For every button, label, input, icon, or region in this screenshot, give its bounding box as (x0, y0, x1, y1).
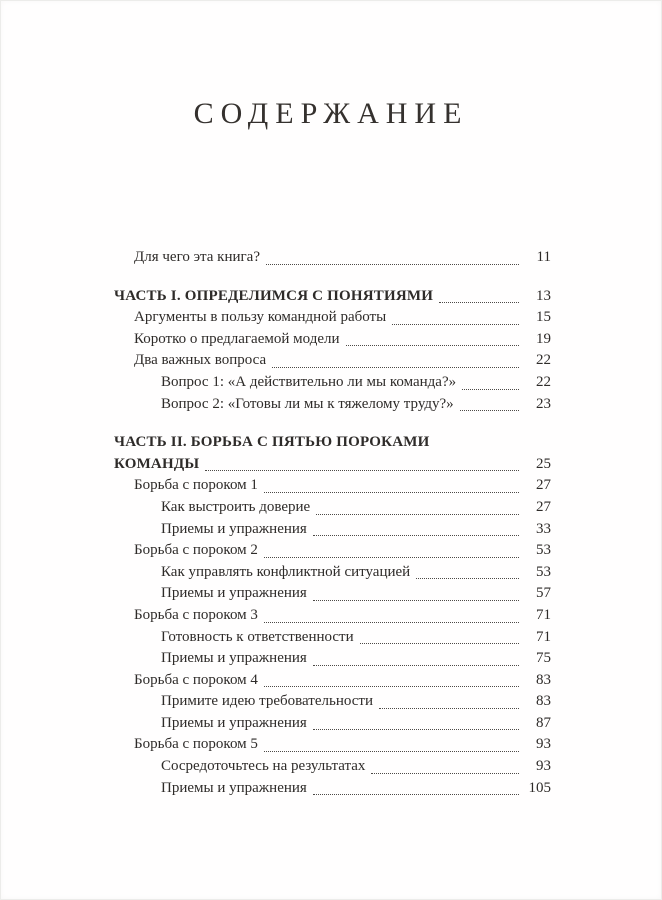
toc-entry-label: ЧАСТЬ I. ОПРЕДЕЛИМСЯ С ПОНЯТИЯМИ (114, 287, 434, 304)
toc-entry-label: Готовность к ответственности (161, 628, 354, 645)
toc-entry (114, 394, 551, 416)
toc-page-number: 22 (536, 373, 551, 390)
toc-entry (114, 691, 551, 713)
toc-entry-label: Как управлять конфликтной ситуацией (161, 563, 411, 580)
toc-page-number: 25 (536, 455, 551, 472)
toc-leader-dots (258, 670, 523, 692)
toc-entry-label: Для чего эта книга? (134, 249, 260, 265)
toc-entry-label: Коротко о предлагаемой модели (134, 330, 340, 347)
toc-entry-label: Приемы и упражнения (161, 650, 307, 667)
toc-entry (114, 670, 551, 692)
toc-leader-dots (307, 648, 523, 670)
toc-entry-label: Приемы и упражнения (161, 520, 307, 537)
toc-leader-dots (258, 605, 523, 627)
toc-entry (114, 497, 551, 519)
toc-leader-dots (456, 372, 523, 394)
toc-page-number: 93 (536, 758, 551, 775)
toc-leader-dots (386, 307, 523, 329)
toc-entry-label: Борьба с пороком 5 (134, 736, 258, 753)
toc-page-number: 57 (536, 585, 551, 602)
toc-entry-label: Вопрос 2: «Готовы ли мы к тяжелому труду?» (161, 395, 454, 412)
toc-entry (114, 329, 551, 351)
toc-entry (114, 734, 551, 756)
toc-leader-dots (307, 713, 523, 735)
toc-entry (114, 475, 551, 497)
toc-page-number: 71 (536, 606, 551, 623)
toc-entry-label: Приемы и упражнения (161, 714, 307, 731)
toc-entry-label: Борьба с пороком 1 (134, 477, 258, 494)
toc-leader-dots (410, 562, 523, 584)
toc-leader-dots (365, 756, 523, 778)
toc-entry (114, 583, 551, 605)
toc-entry (114, 350, 551, 372)
toc-entry-label: Примите идею требовательности (161, 693, 373, 710)
toc-leader-dots (266, 350, 523, 372)
toc-leader-dots (340, 329, 523, 351)
toc-page-number: 53 (536, 563, 551, 580)
toc-leader-dots (310, 497, 523, 519)
toc-page-number: 75 (536, 650, 551, 667)
toc-entry-label: Как выстроить доверие (161, 498, 311, 515)
toc-page-number: 71 (536, 628, 551, 645)
toc-leader-dots (199, 454, 523, 476)
toc-page-number: 83 (536, 671, 551, 688)
toc-entry (114, 307, 551, 329)
toc-entry (114, 605, 551, 627)
toc-leader-dots (258, 475, 523, 497)
toc-entry (114, 778, 551, 800)
toc-entry-label: Вопрос 1: «А действительно ли мы команда?» (161, 373, 457, 390)
toc-entry (114, 247, 551, 269)
toc-entry-label: Борьба с пороком 3 (134, 606, 258, 623)
page-title: СОДЕРЖАНИЕ (193, 97, 469, 130)
toc-list (114, 247, 551, 799)
toc-leader-dots (454, 394, 523, 416)
toc-page-number: 22 (536, 352, 551, 369)
toc-page-number: 19 (536, 330, 551, 347)
toc-entry-label: Сосредоточьтесь на результатах (161, 758, 366, 775)
toc-page-number: 23 (536, 395, 551, 412)
toc-leader-dots (260, 247, 523, 269)
toc-leader-dots (258, 540, 523, 562)
toc-page-number: 33 (536, 520, 551, 537)
toc-leader-dots (373, 691, 523, 713)
toc-leader-dots (307, 583, 523, 605)
toc-entry (114, 540, 551, 562)
toc-entry-label: Борьба с пороком 2 (134, 542, 258, 559)
toc-entry-label: Борьба с пороком 4 (134, 671, 258, 688)
toc-entry (114, 519, 551, 541)
toc-entry (114, 648, 551, 670)
toc-page-number: 105 (528, 779, 551, 796)
toc-entry-label: Аргументы в пользу командной работы (134, 309, 387, 326)
toc-entry-label: Приемы и упражнения (161, 585, 307, 602)
toc-page-number: 15 (536, 309, 551, 326)
toc-page-number: 93 (536, 736, 551, 753)
toc-leader-dots (258, 734, 523, 756)
toc-entry (114, 286, 551, 308)
toc-entry-label: ЧАСТЬ II. БОРЬБА С ПЯТЬЮ ПОРОКАМИ (114, 434, 430, 451)
toc-entry (114, 432, 551, 475)
toc-entry (114, 713, 551, 735)
toc-page-number: 53 (536, 542, 551, 559)
toc-page-number: 27 (536, 477, 551, 494)
toc-entry-label: КОМАНДЫ (114, 455, 200, 472)
toc-page-number: 87 (536, 714, 551, 731)
toc-page-number: 83 (536, 693, 551, 710)
toc-page-number: 27 (536, 498, 551, 515)
toc-entry (114, 372, 551, 394)
toc-entry-label: Приемы и упражнения (161, 779, 307, 796)
toc-page-number: 13 (536, 287, 551, 304)
toc-entry (114, 562, 551, 584)
toc-page-number: 11 (536, 249, 551, 265)
toc-leader-dots (307, 519, 523, 541)
toc-leader-dots (307, 778, 523, 800)
toc-entry (114, 627, 551, 649)
toc-entry (114, 756, 551, 778)
toc-leader-dots (354, 627, 523, 649)
toc-entry-label: Два важных вопроса (134, 352, 267, 369)
toc-leader-dots (433, 286, 523, 308)
